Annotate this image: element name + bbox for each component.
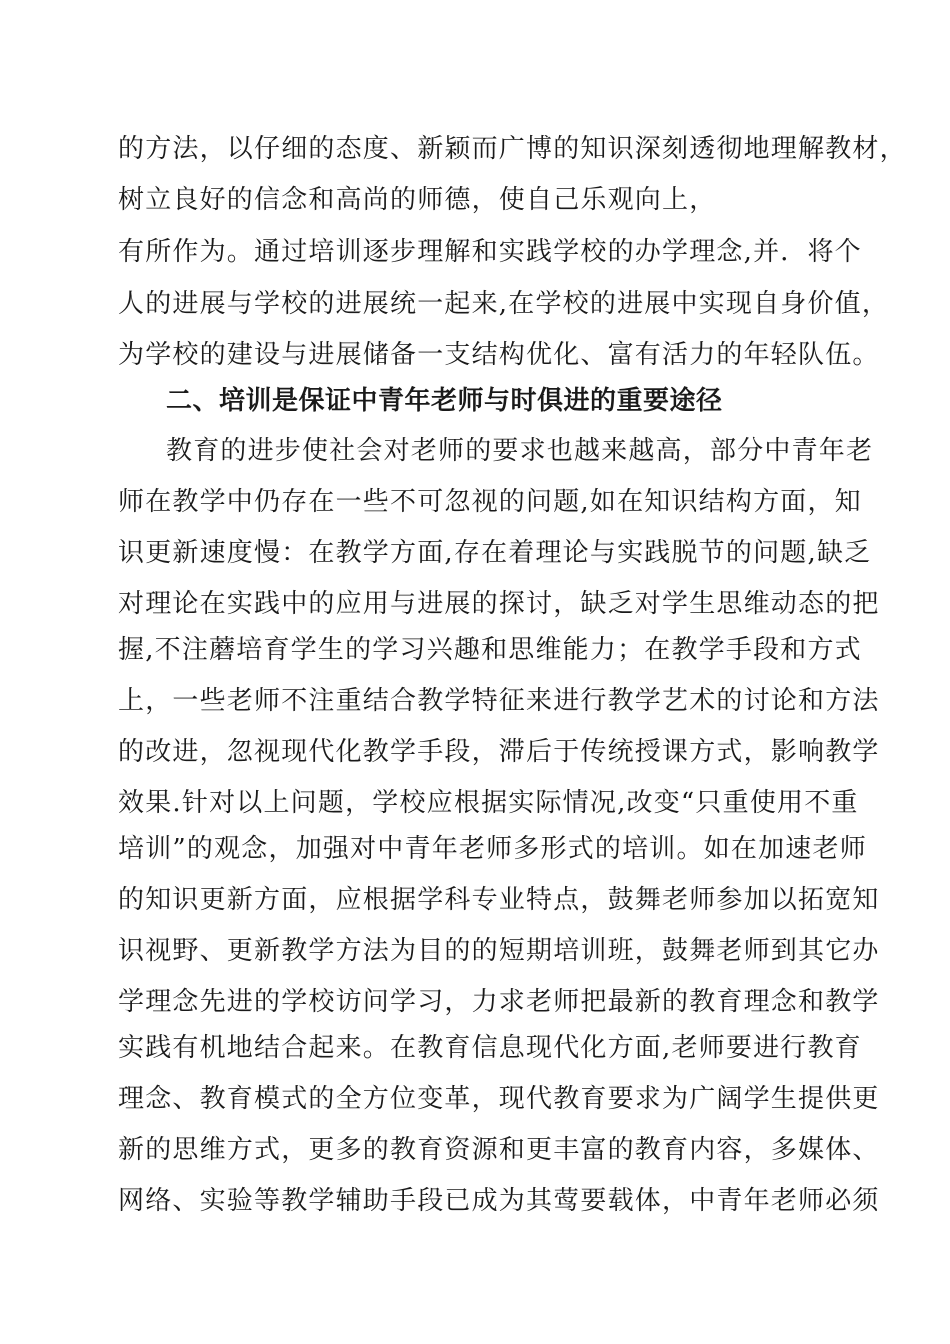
paragraph-line: 教育的进步使社会对老师的要求也越来越高，部分中青年老 xyxy=(166,436,874,466)
paragraph-line: 学理念先进的学校访问学习，力求老师把最新的教育理念和教学 xyxy=(118,987,880,1017)
paragraph-line: 识更新速度慢：在教学方面,存在着理论与实践脱节的问题,缺乏 xyxy=(118,538,872,568)
paragraph-line: 上，一些老师不注重结合教学特征来进行教学艺术的讨论和方法 xyxy=(118,686,880,716)
paragraph-line: 人的进展与学校的进展统一起来,在学校的进展中实现自身价值， xyxy=(118,289,890,319)
section-heading: 二、培训是保证中青年老师与时俱进的重要途径 xyxy=(166,386,723,416)
paragraph-line: 的改进，忽视现代化教学手段，滞后于传统授课方式，影响教学 xyxy=(118,737,880,767)
paragraph-line: 培训”的观念，加强对中青年老师多形式的培训。如在加速老师 xyxy=(118,834,867,864)
paragraph-line: 有所作为。通过培训逐步理解和实践学校的办学理念,并．将个 xyxy=(118,237,862,267)
paragraph-line: 的知识更新方面，应根据学科专业特点，鼓舞老师参加以拓宽知 xyxy=(118,885,880,915)
paragraph-line: 理念、教育模式的全方位变革，现代教育要求为广阔学生提供更 xyxy=(118,1084,880,1114)
paragraph-line: 师在教学中仍存在一些不可忽视的问题,如在知识结构方面，知 xyxy=(118,487,862,517)
paragraph-line: 实践有机地结合起来。在教育信息现代化方面,老师要进行教育 xyxy=(118,1033,862,1063)
paragraph-line: 的方法，以仔细的态度、新颖而广博的知识深刻透彻地理解教材， xyxy=(118,134,907,164)
paragraph-line: 新的思维方式，更多的教育资源和更丰富的教育内容，多媒体、 xyxy=(118,1135,880,1165)
paragraph-line: 为学校的建设与进展储备一支结构优化、富有活力的年轻队伍。 xyxy=(118,340,880,370)
paragraph-line: 对理论在实践中的应用与进展的探讨，缺乏对学生思维动态的把 xyxy=(118,589,880,619)
paragraph-line: 握,不注蘑培育学生的学习兴趣和思维能力；在教学手段和方式 xyxy=(118,635,862,665)
paragraph-line: 网络、实验等教学辅助手段已成为其莺要载体，中青年老师必须 xyxy=(118,1186,880,1216)
paragraph-line: 效果.针对以上问题，学校应根据实际情况,改变“只重使用不重 xyxy=(118,788,859,818)
paragraph-line: 树立良好的信念和高尚的师德，使自己乐观向上， xyxy=(118,185,717,215)
paragraph-line: 识视野、更新教学方法为目的的短期培训班，鼓舞老师到其它办 xyxy=(118,936,880,966)
